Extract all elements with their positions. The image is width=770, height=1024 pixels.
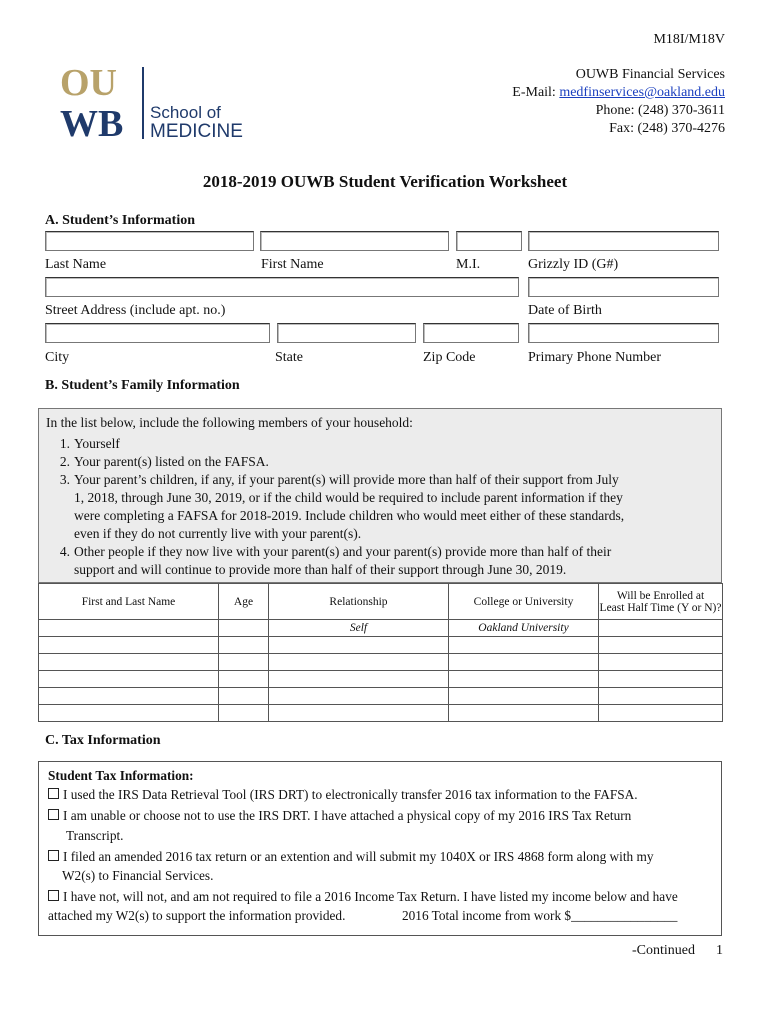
tax-option-not-filed-cont: attached my W2(s) to support the information provided. — [48, 908, 346, 923]
grizzly-id-label: Grizzly ID (G#) — [528, 257, 619, 272]
college-cell[interactable] — [449, 688, 599, 705]
relationship-cell[interactable] — [269, 688, 449, 705]
fax-line: Fax: (248) 370-4276 — [609, 121, 725, 136]
name-cell[interactable] — [39, 620, 219, 637]
first-name-label: First Name — [261, 257, 324, 272]
enrolled-cell[interactable] — [599, 620, 723, 637]
section-b-heading: B. Student’s Family Information — [45, 378, 240, 393]
zip-field[interactable] — [423, 323, 519, 343]
state-field[interactable] — [277, 323, 416, 343]
dob-field[interactable] — [528, 277, 719, 297]
street-address-field[interactable] — [45, 277, 519, 297]
age-cell[interactable] — [219, 688, 269, 705]
item-number: 4. — [59, 544, 70, 559]
college-cell[interactable] — [449, 705, 599, 722]
logo-medicine-text: MEDICINE — [150, 121, 243, 142]
contact-block — [512, 66, 725, 138]
relationship-cell: Self — [269, 620, 449, 637]
zip-label: Zip Code — [423, 350, 476, 365]
name-cell[interactable] — [39, 688, 219, 705]
item-text-line: support and will continue to provide more than half of their support through June 30, 2019. — [74, 562, 567, 577]
item-text-line: 1, 2018, through June 30, 2019, or if the child would be required to include parent information if they — [74, 490, 623, 505]
enrolled-cell[interactable] — [599, 688, 723, 705]
item-text-line: were completing a FAFSA for 2018-2019. Include children who would meet either of these standards, — [74, 508, 625, 523]
grizzly-id-field[interactable] — [528, 231, 719, 251]
item-text: Yourself — [74, 436, 120, 451]
ouwb-logo-graphic — [60, 63, 260, 143]
col-header-age: Age — [219, 584, 269, 620]
tax-option-text: I have not, will not, and am not required to file a 2016 Income Tax Return. I have listed my income below and have — [63, 889, 678, 904]
name-cell[interactable] — [39, 654, 219, 671]
logo-wb-text: WB — [60, 103, 124, 143]
table-row — [39, 620, 723, 637]
tax-option-text: I used the IRS Data Retrieval Tool (IRS DRT) to electronically transfer 2016 tax information to the FAFSA. — [63, 787, 638, 802]
name-cell[interactable] — [39, 705, 219, 722]
email-link[interactable]: medfinservices@oakland.edu — [559, 85, 725, 100]
street-address-label: Street Address (include apt. no.) — [45, 303, 226, 318]
enrolled-cell[interactable] — [599, 654, 723, 671]
family-members-table — [38, 583, 723, 722]
form-code: M18I/M18V — [653, 32, 725, 47]
tax-option-drt — [48, 787, 638, 803]
table-row — [39, 705, 723, 722]
relationship-cell[interactable] — [269, 705, 449, 722]
age-cell[interactable] — [219, 637, 269, 654]
dob-label: Date of Birth — [528, 303, 602, 318]
phone-label: Primary Phone Number — [528, 350, 661, 365]
page-number: 1 — [716, 943, 723, 958]
relationship-cell[interactable] — [269, 637, 449, 654]
age-cell[interactable] — [219, 620, 269, 637]
age-cell[interactable] — [219, 705, 269, 722]
phone-field[interactable] — [528, 323, 719, 343]
table-row — [39, 688, 723, 705]
email-line — [512, 84, 725, 102]
relationship-cell[interactable] — [269, 671, 449, 688]
col-header-name: First and Last Name — [39, 584, 219, 620]
not-filed-checkbox[interactable] — [48, 890, 59, 901]
phone-line: Phone: (248) 370-3611 — [595, 103, 725, 118]
tax-option-transcript — [48, 808, 631, 824]
col-header-enrolled-line2: Least Half Time (Y or N)? — [599, 601, 722, 614]
college-cell: Oakland University — [449, 620, 599, 637]
item-text: Your parent(s) listed on the FAFSA. — [74, 454, 269, 469]
section-a-heading: A. Student’s Information — [45, 213, 195, 228]
transcript-checkbox[interactable] — [48, 809, 59, 820]
item-text-line: Other people if they now live with your parent(s) and your parent(s) provide more than half of their — [74, 544, 612, 559]
table-row — [39, 654, 723, 671]
logo-ou-text: OU — [60, 63, 117, 104]
household-intro: In the list below, include the following members of your household: — [46, 415, 413, 430]
tax-option-amended-cont: W2(s) to Financial Services. — [62, 868, 214, 883]
table-row — [39, 671, 723, 688]
tax-option-text: I filed an amended 2016 tax return or an extention and will submit my 1040X or IRS 4868 form along with my — [63, 849, 654, 864]
city-field[interactable] — [45, 323, 270, 343]
item-number: 2. — [59, 454, 70, 469]
tax-option-transcript-cont: Transcript. — [66, 828, 124, 843]
document-title: 2018-2019 OUWB Student Verification Worksheet — [202, 172, 568, 191]
item-number: 3. — [59, 472, 70, 487]
tax-option-not-filed — [48, 889, 678, 905]
mi-field[interactable] — [456, 231, 522, 251]
col-header-relationship: Relationship — [269, 584, 449, 620]
org-name: OUWB Financial Services — [575, 67, 725, 82]
college-cell[interactable] — [449, 654, 599, 671]
section-c-heading: C. Tax Information — [45, 733, 161, 748]
age-cell[interactable] — [219, 671, 269, 688]
item-number: 1. — [59, 436, 70, 451]
relationship-cell[interactable] — [269, 654, 449, 671]
student-tax-subheading: Student Tax Information: — [48, 768, 194, 783]
mi-label: M.I. — [456, 257, 481, 272]
ouwb-logo — [60, 63, 260, 143]
first-name-field[interactable] — [260, 231, 449, 251]
drt-checkbox[interactable] — [48, 788, 59, 799]
name-cell[interactable] — [39, 637, 219, 654]
table-header-row — [39, 584, 723, 620]
col-header-enrolled — [599, 584, 723, 620]
college-cell[interactable] — [449, 671, 599, 688]
item-text-line: even if they do not currently live with your parent(s). — [74, 526, 362, 541]
item-text-line: Your parent’s children, if any, if your parent(s) will provide more than half of their support from July — [74, 472, 619, 487]
total-income-field[interactable]: 2016 Total income from work $________________ — [402, 908, 678, 923]
logo-school-text: School of — [150, 103, 221, 122]
enrolled-cell[interactable] — [599, 705, 723, 722]
enrolled-cell[interactable] — [599, 671, 723, 688]
amended-checkbox[interactable] — [48, 850, 59, 861]
city-label: City — [45, 350, 70, 365]
tax-option-amended — [48, 849, 654, 865]
col-header-enrolled-line1: Will be Enrolled at — [616, 589, 705, 602]
table-row — [39, 637, 723, 654]
col-header-college: College or University — [449, 584, 599, 620]
continued-label: -Continued — [632, 943, 695, 958]
last-name-label: Last Name — [45, 257, 107, 272]
name-cell[interactable] — [39, 671, 219, 688]
college-cell[interactable] — [449, 637, 599, 654]
tax-option-text: I am unable or choose not to use the IRS DRT. I have attached a physical copy of my 2016 IRS Tax Return — [63, 808, 632, 823]
state-label: State — [275, 350, 303, 365]
enrolled-cell[interactable] — [599, 637, 723, 654]
age-cell[interactable] — [219, 654, 269, 671]
email-label: E-Mail: — [512, 85, 560, 100]
last-name-field[interactable] — [45, 231, 254, 251]
